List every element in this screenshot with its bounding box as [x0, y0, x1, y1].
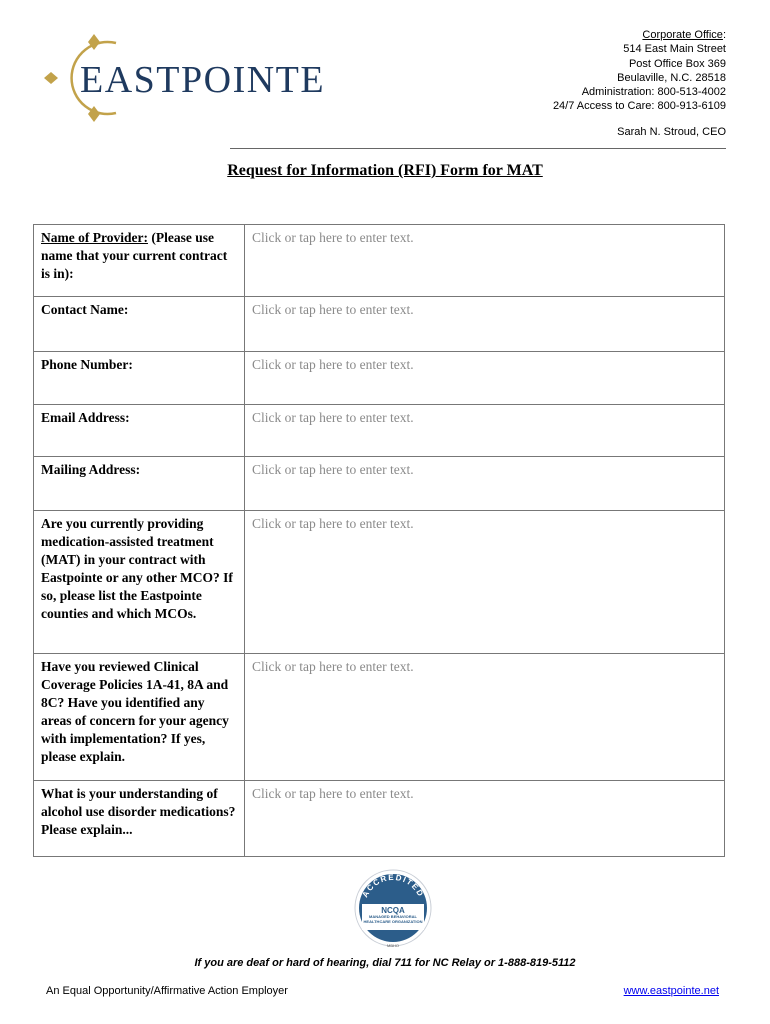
seal-accredited-text: ACCREDITED — [360, 872, 426, 899]
form-row-alcohol-medications — [34, 781, 725, 857]
relay-notice: If you are deaf or hard of hearing, dial 711 for NC Relay or 1-888-819-5112 — [194, 957, 576, 969]
ceo-name: Sarah N. Stroud, CEO — [617, 126, 726, 138]
seal-organization-type: MANAGED BEHAVIORAL HEALTHCARE ORGANIZATION — [363, 915, 423, 924]
clinical-policies-field[interactable]: Click or tap here to enter text. — [245, 654, 725, 781]
access-to-care-phone: 24/7 Access to Care: 800-913-6109 — [552, 100, 726, 113]
corporate-office-block: Corporate Office: 514 East Main Street Post Office Box 369 Beulaville, N.C. 28518 Administration: 800-513-4002 24/7 Access to Care: 800-913-6109 — [552, 29, 726, 113]
form-row-clinical-policies — [34, 654, 725, 781]
administration-phone: Administration: 800-513-4002 — [581, 86, 726, 99]
page-title: Request for Information (RFI) Form for MAT — [227, 162, 543, 179]
address-line: 514 East Main Street — [623, 43, 726, 56]
form-row-provider-name — [34, 225, 725, 297]
ncqa-accreditation-seal — [348, 866, 438, 950]
provider-name-label — [34, 225, 245, 297]
eastpointe-logo — [44, 30, 344, 126]
provider-name-label-underlined: Name of Provider: — [41, 230, 148, 245]
form-row-mat-providing — [34, 511, 725, 654]
header-divider — [230, 148, 726, 149]
address-line: Beulaville, N.C. 28518 — [617, 71, 726, 84]
alcohol-medications-field[interactable]: Click or tap here to enter text. — [245, 781, 725, 857]
form-row-contact-name — [34, 297, 725, 352]
form-row-phone-number — [34, 352, 725, 405]
seal-ncqa-text: NCQA — [381, 906, 405, 915]
phone-number-label: Phone Number: — [34, 352, 245, 405]
contact-name-field[interactable]: Click or tap here to enter text. — [245, 297, 725, 352]
email-address-field[interactable]: Click or tap here to enter text. — [245, 405, 725, 457]
mat-providing-field[interactable]: Click or tap here to enter text. — [245, 511, 725, 654]
provider-name-field[interactable]: Click or tap here to enter text. — [245, 225, 725, 297]
mailing-address-label: Mailing Address: — [34, 457, 245, 511]
equal-opportunity-statement: An Equal Opportunity/Affirmative Action Employer — [46, 985, 288, 997]
email-address-label: Email Address: — [34, 405, 245, 457]
phone-number-field[interactable]: Click or tap here to enter text. — [245, 352, 725, 405]
clinical-policies-label: Have you reviewed Clinical Coverage Policies 1A-41, 8A and 8C? Have you identified any areas of concern for your agency with implementation? If yes, please explain. — [34, 654, 245, 781]
form-row-email-address — [34, 405, 725, 457]
corporate-office-title: Corporate Office — [642, 29, 723, 41]
seal-level-text: MBHO — [387, 943, 399, 948]
ncqa-seal-icon — [348, 866, 438, 950]
address-line: Post Office Box 369 — [628, 57, 726, 70]
mailing-address-field[interactable]: Click or tap here to enter text. — [245, 457, 725, 511]
logo-wordmark: EASTPOINTE — [80, 59, 326, 101]
provider-name-label-note: (Please use name that your current contract is in): — [41, 230, 228, 281]
contact-name-label: Contact Name: — [34, 297, 245, 352]
website-link[interactable]: www.eastpointe.net — [623, 985, 719, 997]
form-row-mailing-address — [34, 457, 725, 511]
rfi-form-table — [33, 224, 725, 857]
alcohol-medications-label: What is your understanding of alcohol use disorder medications? Please explain... — [34, 781, 245, 857]
mat-providing-label: Are you currently providing medication-assisted treatment (MAT) in your contract with Eastpointe or any other MCO? If so, please list the Eastpointe counties and which MCOs. — [34, 511, 245, 654]
